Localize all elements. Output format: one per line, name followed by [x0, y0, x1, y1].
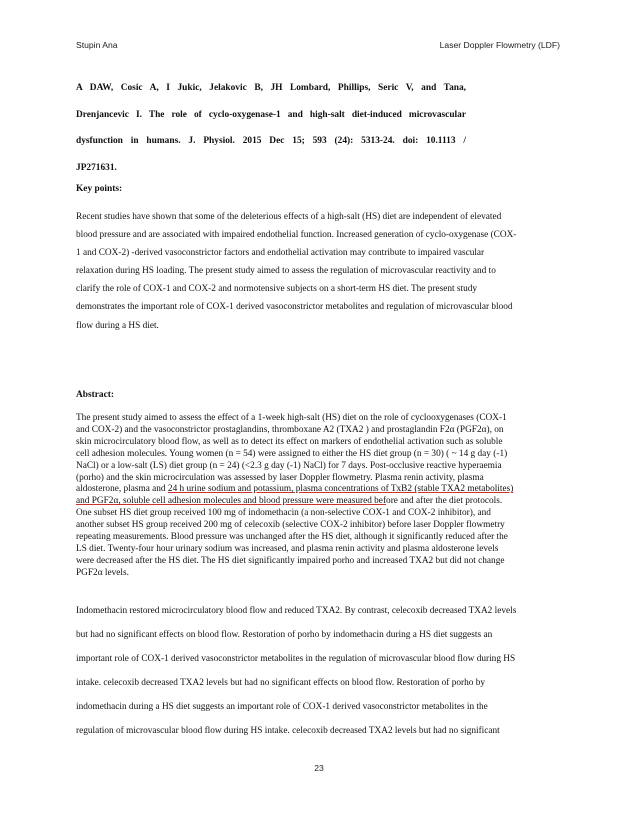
key-points-line: 1 and COX-2) -derived vasoconstrictor factors and endothelial activation may contribute to impaired vascular: [76, 248, 485, 259]
abstract-text: ore and after the diet protocols.: [386, 496, 503, 507]
key-points-line: Recent studies have shown that some of the deleterious effects of a high-salt (HS) diet are independent of elevated: [76, 212, 502, 222]
abstract-line: cell adhesion molecules. Young women (n = 54) were assigned to either the HS diet group (n = 30) ( ~ 14 g day (-1): [76, 448, 508, 459]
abstract-line: LS diet. Twenty-four hour urinary sodium was increased, and plasma renin activity and plasma aldosterone levels: [76, 543, 499, 554]
continuation-body: [76, 600, 566, 743]
abstract-line: [76, 496, 566, 508]
key-points-body: [76, 208, 560, 335]
continuation-line: regulation of microvascular blood flow during HS intake. celecoxib decreased TXA2 levels but had no significant: [76, 725, 500, 736]
abstract-line: The present study aimed to assess the effect of a 1-week high-salt (HS) diet on the role of cyclooxygenases (COX-1: [76, 413, 507, 423]
continuation-line: Indomethacin restored microcirculatory blood flow and reduced TXA2. By contrast, celecoxib decreased TXA2 levels: [76, 606, 517, 616]
continuation-line: indomethacin during a HS diet suggests an important role of COX-1 derived vasoconstrictor metabolites in the: [76, 701, 488, 712]
abstract-line: One subset HS diet group received 100 mg of indomethacin (a non-selective COX-1 and COX-2 inhibitor), and: [76, 508, 491, 519]
citation-line: Drenjancevic I. The role of cyclo-oxygenase-1 and high-salt diet-induced microvascular: [76, 109, 466, 120]
highlighted-text: and PGF2α, soluble cell adhesion molecules and blood pressure were measured bef: [76, 496, 387, 507]
key-points-line: relaxation during HS loading. The present study aimed to assess the regulation of microvascular reactivity and to: [76, 266, 496, 277]
abstract-line: repeating measurements. Blood pressure was unchanged after the HS diet, although it significantly reduced after the: [76, 532, 508, 543]
key-points-line: flow during a HS diet.: [76, 320, 159, 331]
abstract-line: NaCl) or a low-salt (LS) diet group (n = 24) (<2.3 g day (-1) NaCl) for 7 days. Post-occlusive reactive hyperaemia: [76, 460, 502, 471]
abstract-body: [76, 413, 566, 580]
continuation-line: but had no significant effects on blood flow. Restoration of porho by indomethacin during a HS diet suggests an: [76, 629, 493, 640]
abstract-line: were decreased after the HS diet. The HS diet significantly impaired porho and increased TXA2 but did not change: [76, 555, 505, 566]
citation-line: JP271631.: [76, 162, 117, 173]
citation-line: A DAW, Cosic A, I Jukic, Jelakovic B, JH Lombard, Phillips, Seric V, and Tana,: [76, 83, 466, 93]
abstract-line: (porho) and the skin microcirculation was assessed by laser Doppler flowmetry. Plasma renin activity, plasma: [76, 472, 484, 483]
header-title: Laser Doppler Flowmetry (LDF): [439, 40, 560, 50]
key-points-heading: Key points:: [76, 184, 123, 194]
abstract-line: another subset HS group received 200 mg of celecoxib (selective COX-2 inhibitor) before laser Doppler flowmetry: [76, 520, 505, 531]
abstract-heading: Abstract:: [76, 390, 115, 400]
continuation-line: intake. celecoxib decreased TXA2 levels but had no significant effects on blood flow. Restoration of porho by: [76, 677, 486, 688]
key-points-line: blood pressure and are associated with impaired endothelial function. Increased generation of cyclo-oxygenase (COX-: [76, 230, 517, 241]
abstract-line: skin microcirculatory blood flow, as well as to detect its effect on markers of endothelial activation such as soluble: [76, 436, 503, 447]
citation-block: [76, 75, 466, 181]
highlighted-text: 24 h urine sodium and potassium, plasma concentrations of TxB2 (stable TXA2 metabolites): [167, 484, 514, 495]
key-points-line: clarify the role of COX-1 and COX-2 and normotensive subjects on a short-term HS diet. The present study: [76, 284, 478, 295]
citation-line: dysfunction in humans. J. Physiol. 2015 Dec 15; 593 (24): 5313-24. doi: 10.1113 /: [76, 136, 466, 146]
abstract-line: PGF2α levels.: [76, 567, 129, 578]
continuation-line: important role of COX-1 derived vasoconstrictor metabolites in the regulation of microvascular blood flow during HS: [76, 653, 516, 664]
abstract-text: aldosterone, plasma and: [76, 484, 168, 495]
header-author: Stupin Ana: [76, 40, 118, 50]
abstract-line: [76, 484, 566, 496]
page-number: 23: [314, 763, 324, 773]
abstract-line: and COX-2) and the vasoconstrictor prostaglandins, thromboxane A2 (TXA2 ) and prostaglandin F2α (PGF2α), on: [76, 424, 504, 435]
key-points-line: demonstrates the important role of COX-1 derived vasoconstrictor metabolites and regulation of microvascular blood: [76, 302, 513, 313]
